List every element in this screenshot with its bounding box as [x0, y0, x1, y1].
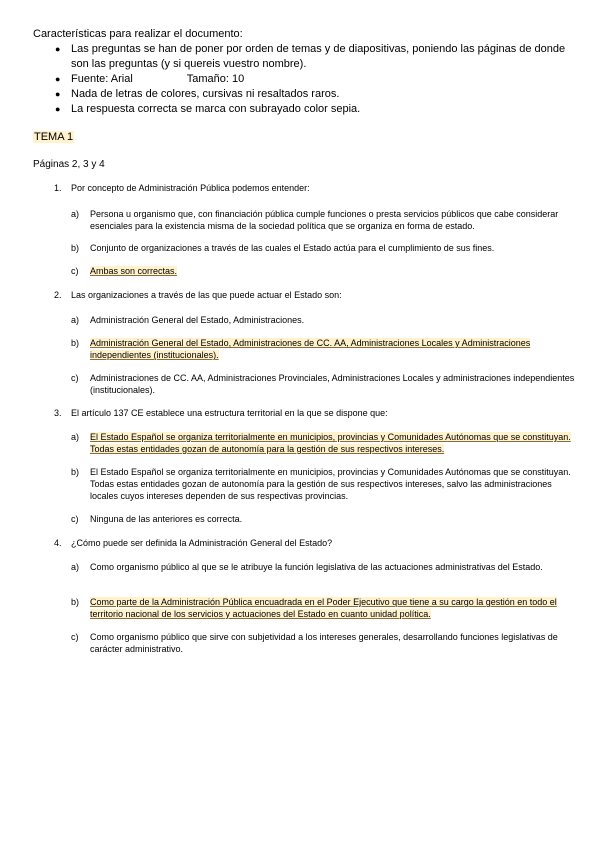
requirements-list: [33, 42, 578, 117]
question-number: 1.: [54, 183, 62, 193]
question-number: 4.: [54, 538, 62, 548]
correct-answer: Ambas son correctas.: [90, 266, 178, 276]
requirement-item: ● La respuesta correcta se marca con subrayado color sepia.: [55, 103, 361, 115]
correct-answer: El Estado Español se organiza territorialmente en municipios, provincias y Comunidades Autónomas que se constituyan. Todas estas entidades gozan de autonomía para la gestión de sus respectivos intereses.: [90, 432, 571, 454]
question-number: 3.: [54, 408, 62, 418]
correct-answer: Como parte de la Administración Pública encuadrada en el Poder Ejecutivo que tiene a su cargo la gestión en todo el territorio nacional de los servicios y actuaciones del Estado en cuanto unidad política.: [90, 597, 557, 619]
font-size-label: Tamaño: 10: [186, 73, 245, 85]
requirement-item: ● Nada de letras de colores, cursivas ni resaltados raros.: [55, 88, 340, 100]
question-text: El artículo 137 CE establece una estructura territorial en la que se dispone que:: [71, 408, 388, 418]
bullet-icon: ●: [55, 44, 61, 54]
bullet-icon: ●: [55, 104, 61, 114]
question-text: ¿Cómo puede ser definida la Administración General del Estado?: [71, 538, 333, 548]
requirement-item: ● Fuente: Arial Tamaño: 10: [55, 73, 245, 85]
requirement-item: ● Las preguntas se han de poner por orden de temas y de diapositivas, poniendo las páginas de donde son las preguntas (y si quereis vuestro nombre).: [55, 43, 566, 70]
document-page: Características para realizar el documento: ● Las preguntas se han de poner por orden de temas y de diapositivas, poniendo las páginas de donde son las preguntas (y si quereis vuestro nombre). ● Fuente: Arial Tamaño: 10 ● Nada de letras de colores, cursivas ni resaltados raros. ● La respuesta correcta se marca con subrayado color sepia. TEMA 1 Páginas 2, 3 y 4 1. Por concepto de Administración Pública podemos entender: a) Persona u organismo que, con financiación pública cumple funciones o presta servicios públicos que cabe considerar esenciales para la existencia misma de la sociedad política que se organiza en forma de estado. b) Conjunto de organizaciones a través de las cuales el Estado actúa para el cumplimiento de sus fines. c) Ambas son correctas. 2. Las organizaciones a través de las que puede actuar el Estado son: a) Administración General del Estado, Administraciones. b) Administración General del Estado, Administraciones de CC. AA, Administraciones Locales y Administraciones independientes (institucionales). c) Administraciones de CC. AA, Administraciones Provinciales, Administraciones Locales y administraciones independientes (institucionales). 3. El artículo 137 CE establece una estructura territorial en la que se dispone que: a) El Estado Español se organiza territorialmente en municipios, provincias y Comunidades Autónomas que se constituyan. Todas estas entidades gozan de autonomía para la gestión de sus respectivos intereses. b) El Estado Español se organiza territorialmente en municipios, provincias y Comunidades Autónomas que se constituyan. Todas estas entidades gozan de autonomía para la gestión de sus respectivos intereses, salvo las administraciones locales cuyos intereses dependen de sus respectivas provincias. c) Ninguna de las anteriores es correcta. 4. ¿Cómo puede ser definida la Administración General del Estado? a) Como organismo público al que se le atribuye la función legislativa de las actuaciones administrativas del Estado. b) Como parte de la Administración Pública encuadrada en el Poder Ejecutivo que tiene a su cargo la gestión en todo el territorio nacional de los servicios y actuaciones del Estado en cuanto unidad política. c) Como organismo público que sirve con subjetividad a los intereses generales, desarrollando funciones legislativas de carácter administrativo.: [0, 0, 600, 848]
intro-title: Características para realizar el documento:: [33, 28, 243, 40]
question-text: Por concepto de Administración Pública podemos entender:: [71, 183, 310, 193]
correct-answer: Administración General del Estado, Administraciones de CC. AA, Administraciones Locales y Administraciones independientes (institucionales).: [90, 338, 531, 360]
bullet-icon: ●: [55, 74, 61, 84]
question-text: Las organizaciones a través de las que puede actuar el Estado son:: [71, 290, 342, 300]
question-number: 2.: [54, 290, 62, 300]
pages-reference: Páginas 2, 3 y 4: [33, 159, 105, 170]
bullet-icon: ●: [55, 89, 61, 99]
section-heading: TEMA 1: [34, 131, 74, 143]
